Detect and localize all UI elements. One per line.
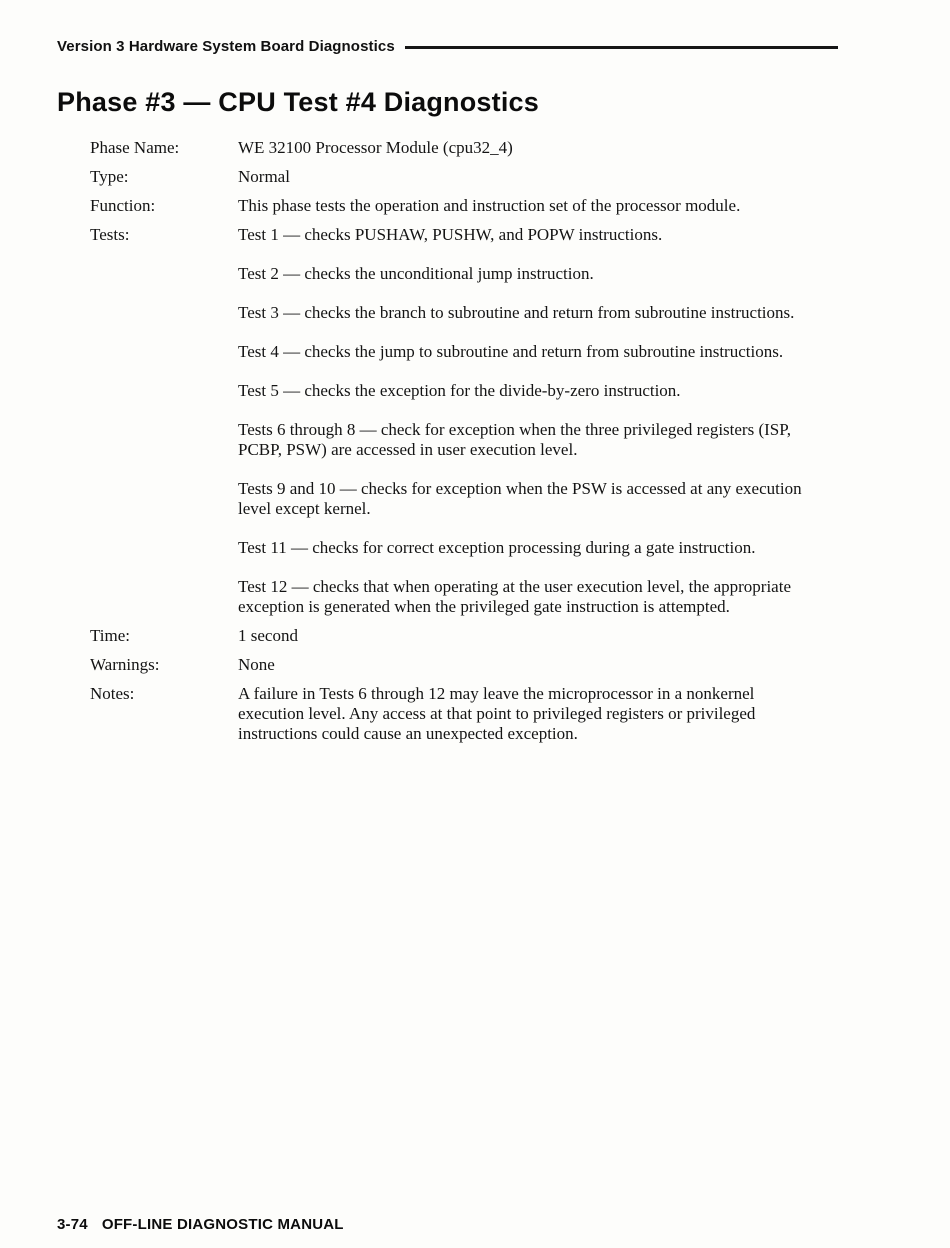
- field-label: Tests:: [90, 225, 130, 244]
- field-value: [238, 655, 813, 675]
- phase-field-list: [90, 138, 950, 744]
- field-value: [238, 626, 813, 646]
- field-value-paragraph: None: [238, 655, 275, 674]
- field-value: [238, 684, 813, 744]
- field-label: Type:: [90, 167, 129, 186]
- field-value-paragraph: Test 2 — checks the unconditional jump instruction.: [238, 264, 594, 283]
- field-row-time: [90, 626, 950, 646]
- page-title: Phase #3 — CPU Test #4 Diagnostics: [57, 87, 539, 117]
- field-value: [238, 225, 813, 617]
- running-header-title: Version 3 Hardware System Board Diagnostics: [57, 38, 395, 55]
- footer-manual-title: OFF-LINE DIAGNOSTIC MANUAL: [101, 1216, 344, 1233]
- field-label: Time:: [90, 626, 131, 645]
- field-label: Function:: [90, 196, 156, 215]
- field-value-paragraph: This phase tests the operation and instruction set of the processor module.: [238, 196, 741, 215]
- field-value-paragraph: Test 5 — checks the exception for the divide-by-zero instruction.: [238, 381, 681, 400]
- field-value: [238, 138, 813, 158]
- field-row-function: [90, 196, 950, 216]
- field-value: [238, 196, 813, 216]
- field-value-paragraph: WE 32100 Processor Module (cpu32_4): [238, 138, 513, 157]
- field-label: Phase Name:: [90, 138, 180, 157]
- field-label: Warnings:: [90, 655, 160, 674]
- running-header: [57, 38, 838, 56]
- field-value-paragraph: Test 12 — checks that when operating at the user execution level, the appropriate exception is generated when the privileged gate instruction is attempted.: [238, 577, 791, 616]
- field-row-warnings: [90, 655, 950, 675]
- field-value-paragraph: Normal: [238, 167, 290, 186]
- field-row-phase-name: [90, 138, 950, 158]
- field-value-paragraph: Tests 9 and 10 — checks for exception when the PSW is accessed at any execution level except kernel.: [238, 479, 802, 518]
- field-value-paragraph: Test 3 — checks the branch to subroutine and return from subroutine instructions.: [238, 303, 795, 322]
- field-row-tests: [90, 225, 950, 617]
- field-value-paragraph: Test 4 — checks the jump to subroutine and return from subroutine instructions.: [238, 342, 784, 361]
- page-footer: [57, 1216, 344, 1233]
- field-row-type: [90, 167, 950, 187]
- field-value-paragraph: Test 11 — checks for correct exception processing during a gate instruction.: [238, 538, 756, 557]
- field-value-paragraph: Tests 6 through 8 — check for exception when the three privileged registers (ISP, PCBP, PSW) are accessed in user execution level.: [238, 420, 792, 459]
- field-value: [238, 167, 813, 187]
- field-label: Notes:: [90, 684, 135, 703]
- field-value-paragraph: 1 second: [238, 626, 298, 645]
- field-value-paragraph: Test 1 — checks PUSHAW, PUSHW, and POPW instructions.: [238, 225, 663, 244]
- field-value-paragraph: A failure in Tests 6 through 12 may leave the microprocessor in a nonkernel execution level. Any access at that point to privileged registers or privileged instructions could cause an unexpected exception.: [238, 684, 756, 743]
- field-row-notes: [90, 684, 950, 744]
- footer-page-number: 3-74: [57, 1216, 88, 1233]
- header-rule: [405, 46, 838, 49]
